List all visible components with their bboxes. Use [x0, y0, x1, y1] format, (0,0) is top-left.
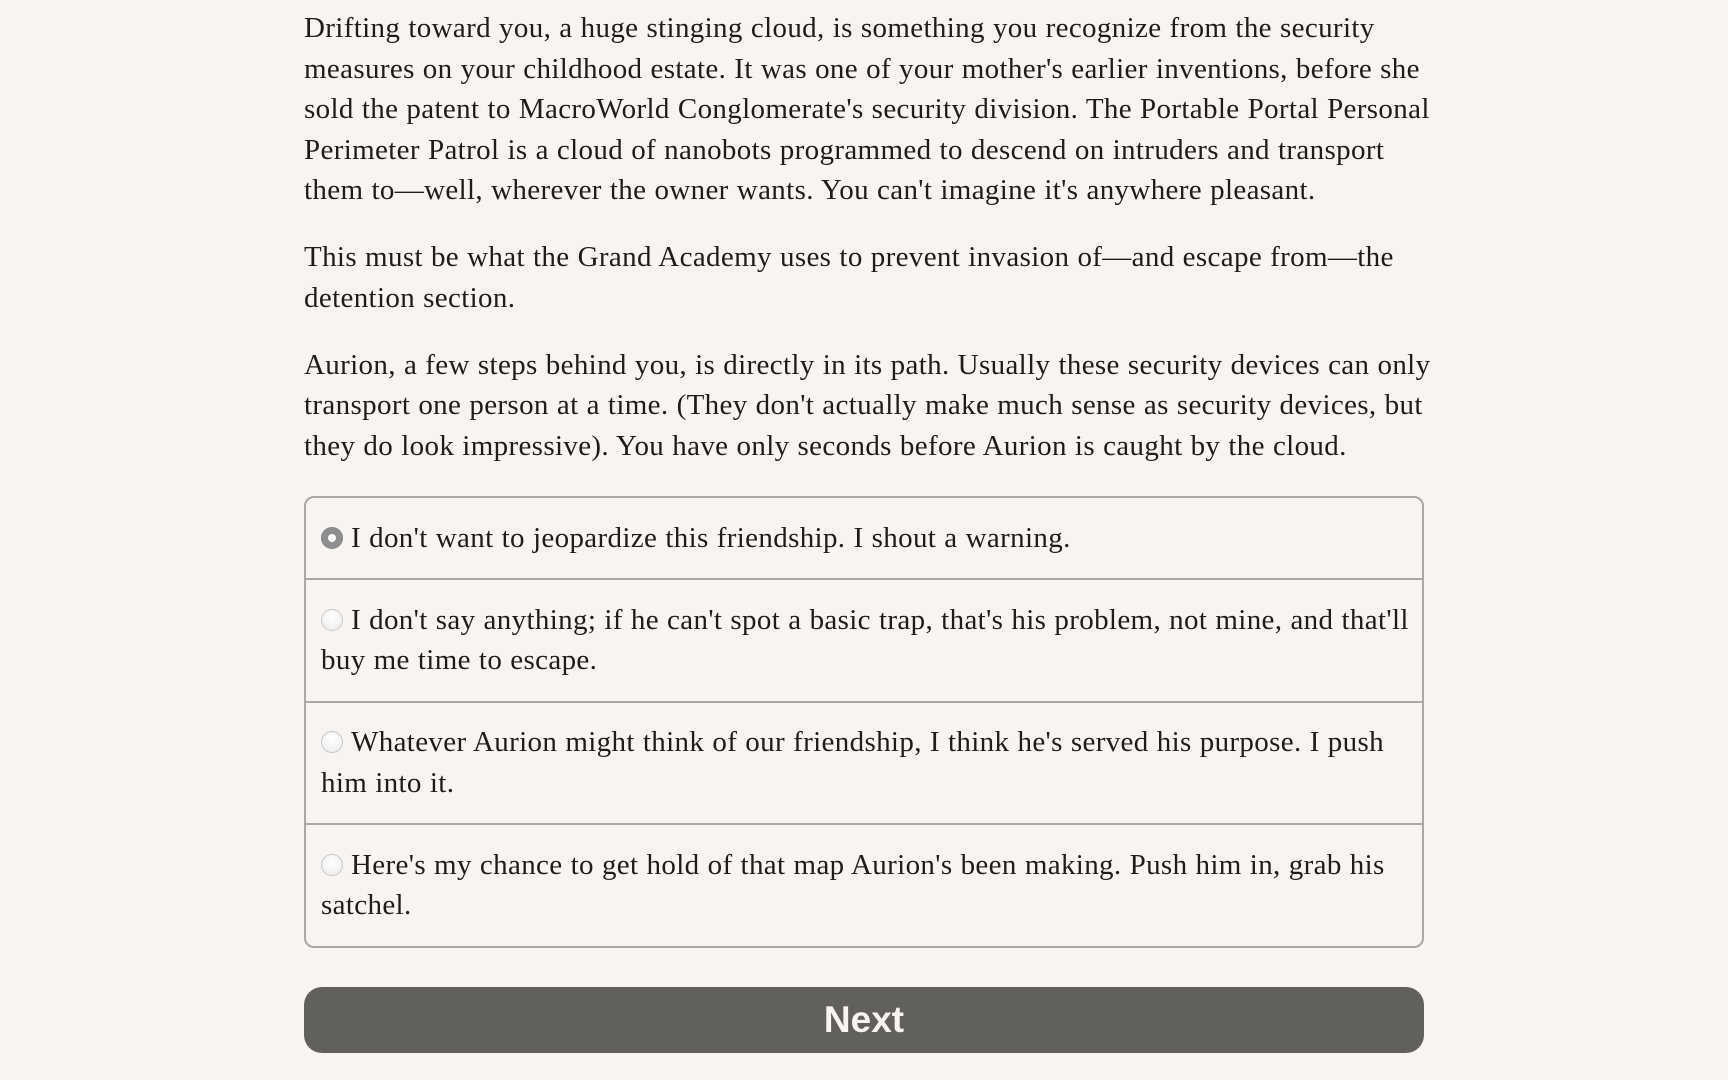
story-line: Perimeter Patrol is a cloud of nanobots programmed to descend on intruders and transport — [304, 133, 1385, 166]
story-text — [304, 8, 1431, 493]
story-line: Aurion, a few steps behind you, is directly in its path. Usually these security devices can only — [304, 348, 1431, 381]
story-line: they do look impressive). You have only seconds before Aurion is caught by the cloud. — [304, 429, 1347, 462]
next-button[interactable]: Next — [304, 987, 1424, 1053]
story-paragraph — [304, 8, 1430, 211]
choice-label: satchel. — [321, 889, 412, 921]
choice-option-push-him[interactable] — [306, 701, 1422, 824]
story-line: sold the patent to MacroWorld Conglomerate's security division. The Portable Portal Personal — [304, 93, 1430, 125]
story-line: detention section. — [304, 281, 516, 314]
choice-label: buy me time to escape. — [321, 644, 598, 676]
choice-label: him into it. — [321, 766, 455, 799]
story-paragraph — [304, 345, 1431, 467]
radio-unchecked-icon[interactable] — [321, 731, 343, 753]
story-line: them to—well, wherever the owner wants. You can't imagine it's anywhere pleasant. — [304, 174, 1316, 206]
story-line: measures on your childhood estate. It was one of your mother's earlier inventions, before she — [304, 52, 1420, 85]
choice-list — [304, 496, 1424, 948]
radio-unchecked-icon[interactable] — [321, 854, 343, 876]
radio-unchecked-icon[interactable] — [321, 609, 343, 631]
story-line: transport one person at a time. (They don't actually make much sense as security devices, but — [304, 389, 1423, 421]
choice-label: Here's my chance to get hold of that map Aurion's been making. Push him in, grab his — [351, 848, 1385, 881]
radio-checked-icon[interactable] — [321, 527, 343, 549]
story-line: This must be what the Grand Academy uses to prevent invasion of—and escape from—the — [304, 241, 1394, 273]
choice-label: Whatever Aurion might think of our friendship, I think he's served his purpose. I push — [351, 726, 1384, 758]
story-paragraph — [304, 237, 1424, 318]
choice-option-grab-satchel[interactable] — [306, 823, 1422, 946]
choice-option-say-nothing[interactable] — [306, 578, 1422, 701]
choice-option-warn[interactable] — [306, 498, 1422, 578]
choice-label: I don't say anything; if he can't spot a basic trap, that's his problem, not mine, and that'll — [351, 603, 1409, 636]
choice-label: I don't want to jeopardize this friendship. I shout a warning. — [351, 521, 1071, 554]
story-line: Drifting toward you, a huge stinging cloud, is something you recognize from the security — [304, 12, 1375, 44]
